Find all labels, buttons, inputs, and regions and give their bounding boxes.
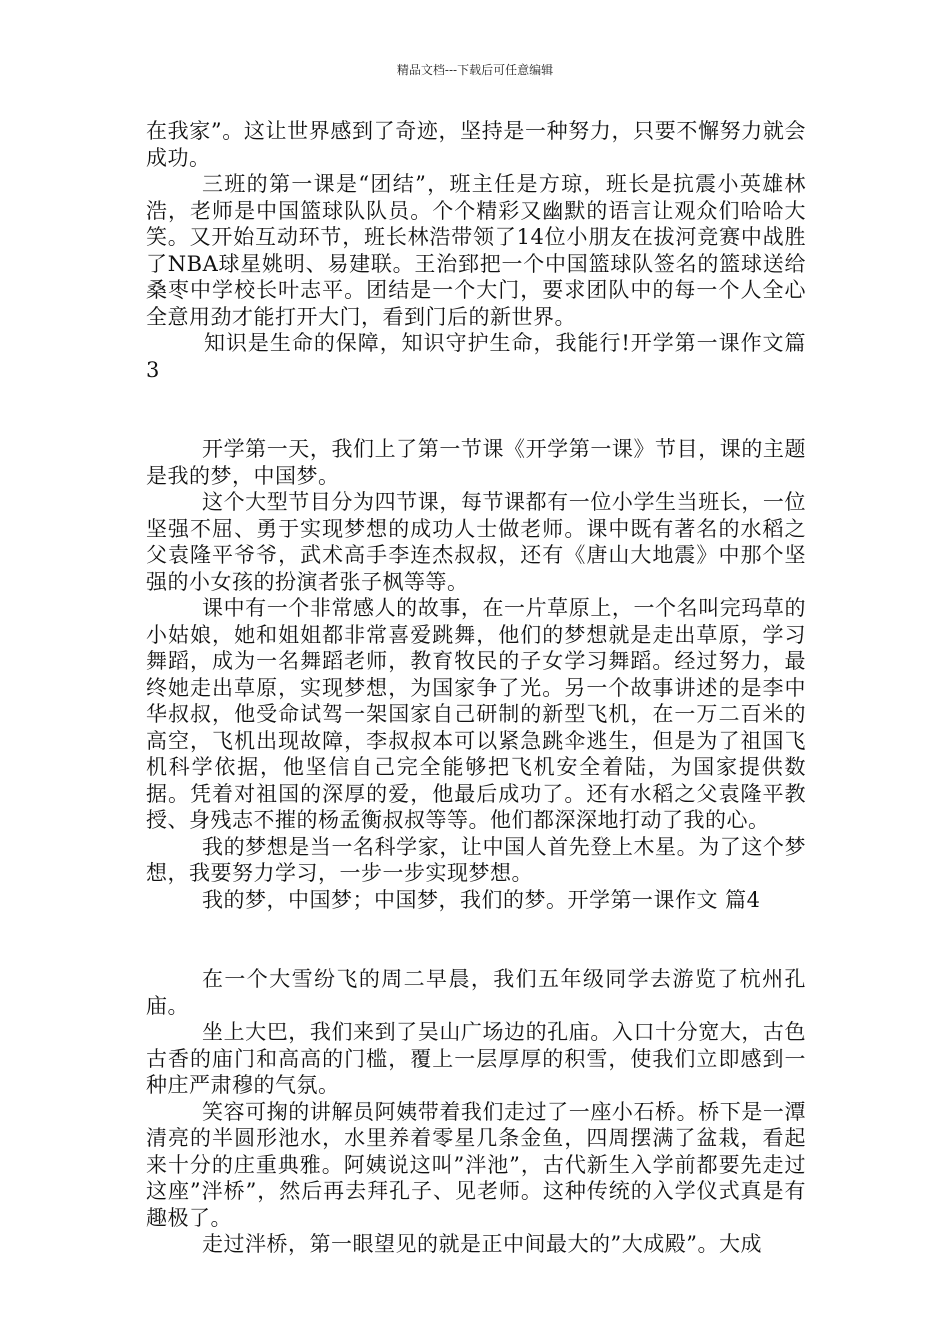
document-body [146,118,806,1258]
paragraph-12: 走过泮桥，第一眼望见的就是正中间最大的”大成殿”。大成 [202,1232,762,1256]
paragraph-6: 课中有一个非常感人的故事，在一片草原上，一个名叫完玛草的小姑娘，她和姐姐都非常喜爱跳舞，他们的梦想就是走出草原，学习舞蹈，成为一名舞蹈老师，教育牧民的子女学习舞蹈。经过努力，最终她走出草原，实现梦想，为国家争了光。另一个故事讲述的是李中华叔叔，他受命试驾一架国家自己研制的新型飞机，在一万二百米的高空，飞机出现故障，李叔叔本可以紧急跳伞逃生，但是为了祖国飞机科学依据，他坚信自己完全能够把飞机安全着陆，为国家提供数据。凭着对祖国的深厚的爱，他最后成功了。还有水稻之父袁隆平教授、身残志不摧的杨孟衡叔叔等等。他们都深深地打动了我的心。 [146,596,806,832]
blank-line [146,383,806,436]
blank-line [146,913,806,966]
paragraph-5: 这个大型节目分为四节课，每节课都有一位小学生当班长，一位坚强不屈、勇于实现梦想的成功人士做老师。课中既有著名的水稻之父袁隆平爷爷，武术高手李连杰叔叔，还有《唐山大地震》中那个坚强的小女孩的扮演者张子枫等等。 [146,490,806,594]
paragraph-10: 坐上大巴，我们来到了吴山广场边的孔庙。入口十分宽大，古色古香的庙门和高高的门槛，覆上一层厚厚的积雪，使我们立即感到一种庄严肃穆的气氛。 [146,1020,806,1097]
paragraph-7: 我的梦想是当一名科学家，让中国人首先登上木星。为了这个梦想，我要努力学习，一步一步实现梦想。 [146,834,806,885]
essay-heading-3: 知识是生命的保障，知识守护生命，我能行!开学第一课作文篇3 [146,331,806,382]
essay-heading-4: 我的梦，中国梦；中国梦，我们的梦。开学第一课作文 篇4 [202,887,761,912]
paragraph-2: 三班的第一课是“团结”，班主任是方琼，班长是抗震小英雄林浩，老师是中国篮球队队员。个个精彩又幽默的语言让观众们哈哈大笑。又开始互动环节，班长林浩带领了14位小朋友在拔河竞赛中战胜了NBA球星姚明、易建联。王治郅把一个中国篮球队签名的篮球送给桑枣中学校长叶志平。团结是一个大门，要求团队中的每一个人全心全意用劲才能打开大门，看到门后的新世界。 [146,172,806,329]
paragraph-1: 在我家”。这让世界感到了奇迹，坚持是一种努力，只要不懈努力就会成功。 [146,119,806,170]
paragraph-11: 笑容可掬的讲解员阿姨带着我们走过了一座小石桥。桥下是一潭清亮的半圆形池水，水里养着零星几条金鱼，四周摆满了盆栽，看起来十分的庄重典雅。阿姨说这叫”泮池”，古代新生入学前都要先走过这座”泮桥”，然后再去拜孔子、见老师。这种传统的入学仪式真是有趣极了。 [146,1099,806,1230]
paragraph-9: 在一个大雪纷飞的周二早晨，我们五年级同学去游览了杭州孔庙。 [146,967,806,1018]
page-header: 精品文档---下载后可任意编辑 [396,63,554,77]
paragraph-4: 开学第一天，我们上了第一节课《开学第一课》节目，课的主题是我的梦，中国梦。 [146,437,806,488]
